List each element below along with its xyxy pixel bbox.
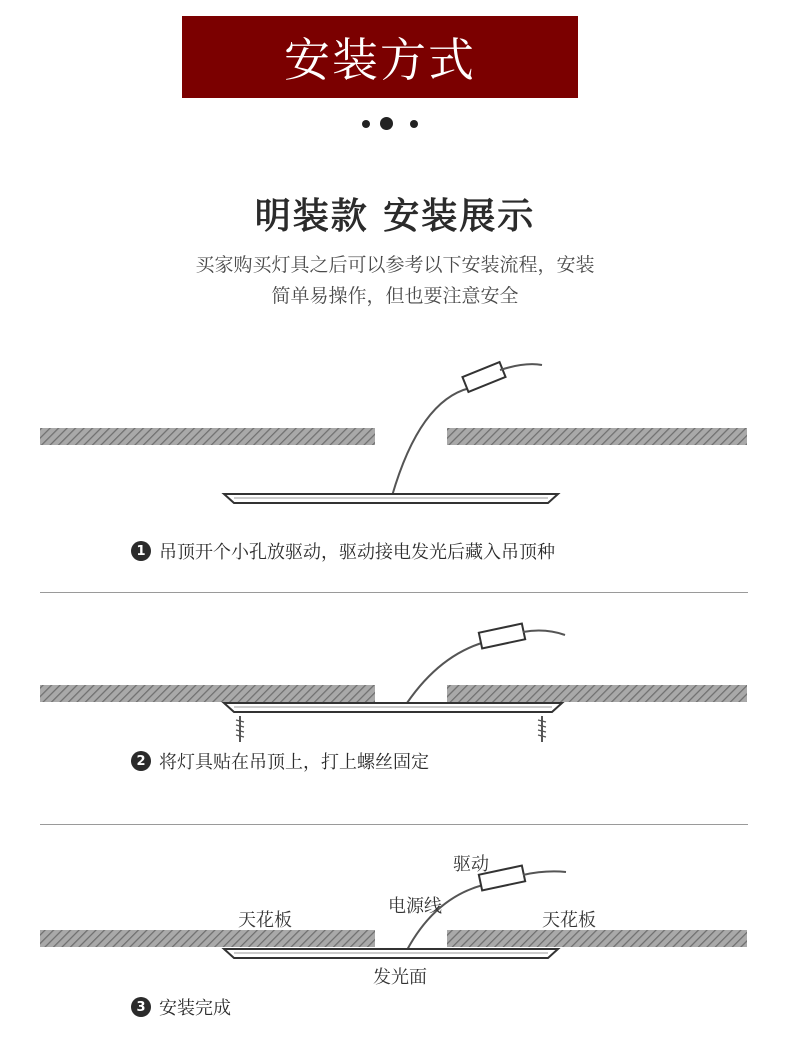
step-3-text: 安装完成: [159, 998, 231, 1019]
step-3: [0, 830, 790, 1061]
intro-line-2: 简单易操作，但也要注意安全: [271, 285, 519, 307]
ceiling-right: [447, 428, 747, 445]
decorative-dots: [358, 116, 428, 132]
emitting-surface-label: 发光面: [373, 967, 427, 988]
ceiling-left: [40, 428, 375, 445]
power-cable-input: [523, 631, 565, 635]
dot-icon: [380, 117, 393, 130]
step-number-badge: 1: [131, 541, 151, 561]
step-1-caption: [131, 538, 555, 564]
ceiling-right-label: 天花板: [542, 910, 596, 931]
power-cable-input: [523, 871, 566, 875]
step-number-badge: 3: [131, 997, 151, 1017]
step-2-diagram: [0, 600, 790, 820]
intro-text: [0, 250, 790, 312]
power-cable-label: 电源线: [388, 896, 442, 917]
step-2: [0, 600, 790, 820]
section-heading: 明装款 安装展示: [254, 196, 536, 237]
power-cable-input: [500, 364, 542, 370]
driver-label: 驱动: [453, 854, 489, 875]
screw-icon: [236, 716, 244, 742]
driver-box: [479, 624, 525, 649]
driver-box: [462, 362, 505, 392]
step-2-caption: [131, 748, 429, 774]
step-2-text: 将灯具贴在吊顶上，打上螺丝固定: [159, 752, 429, 773]
divider: [40, 592, 748, 593]
ceiling-left: [40, 930, 375, 947]
ceiling-left-label: 天花板: [238, 910, 292, 931]
divider: [40, 824, 748, 825]
screw-icon: [538, 716, 546, 742]
step-3-caption: [131, 994, 231, 1020]
intro-line-1: 买家购买灯具之后可以参考以下安装流程，安装: [195, 254, 595, 276]
step-number-badge: 2: [131, 751, 151, 771]
ceiling-left: [40, 685, 375, 702]
step-1: [0, 350, 790, 590]
banner: [182, 16, 578, 98]
dot-icon: [362, 120, 370, 128]
ceiling-right: [447, 685, 747, 702]
dot-icon: [410, 120, 418, 128]
ceiling-right: [447, 930, 747, 947]
banner-title: 安装方式: [284, 33, 476, 87]
step-1-text: 吊顶开个小孔放驱动，驱动接电发光后藏入吊顶种: [159, 542, 555, 563]
